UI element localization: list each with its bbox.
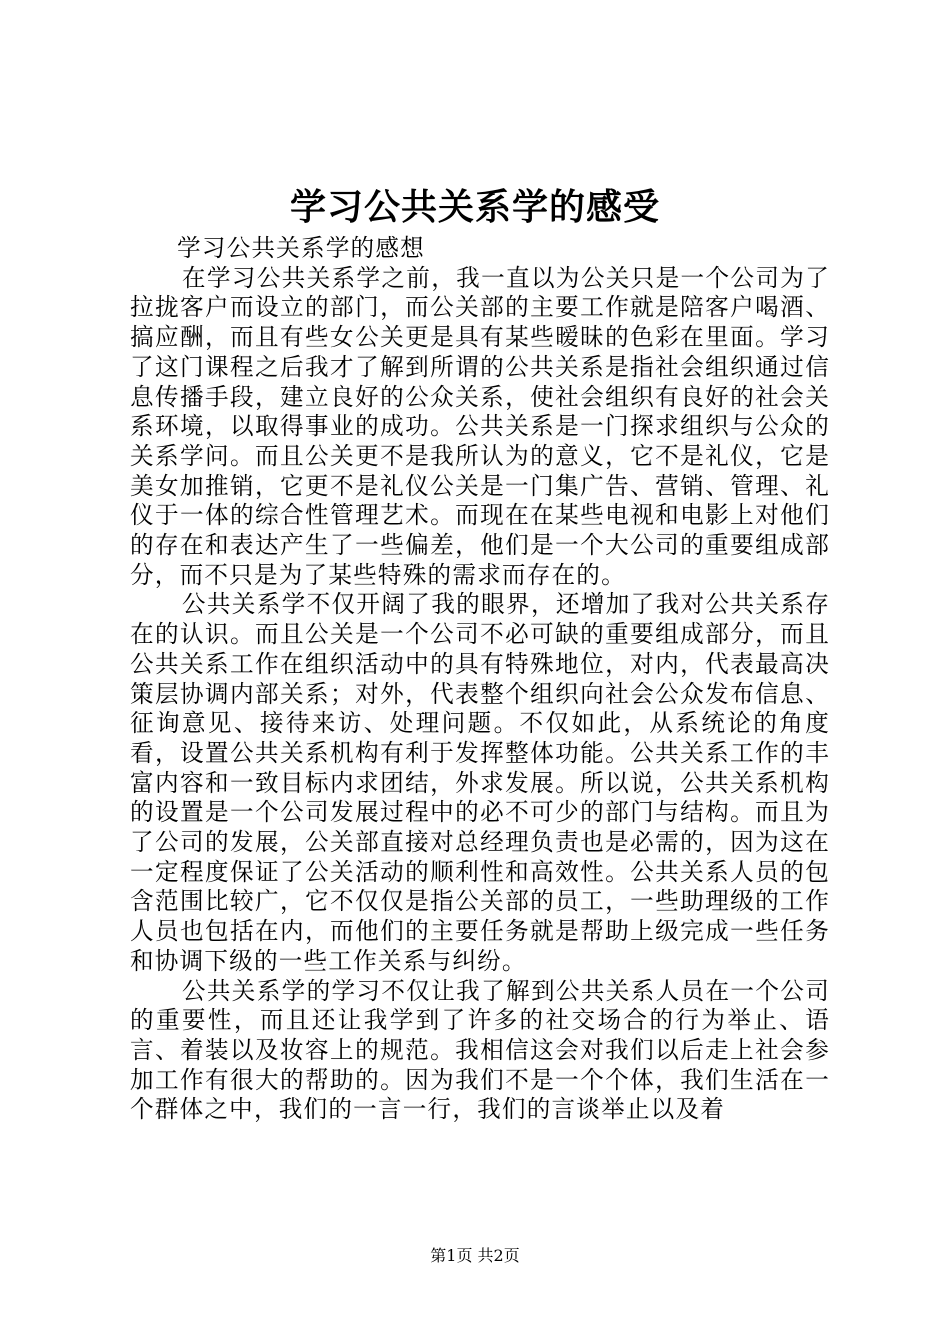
paragraph-2: 公共关系学不仅开阔了我的眼界，还增加了我对公共关系存在的认识。而且公关是一个公司不必可缺的重要组成部分，而且公共关系工作在组织活动中的具有特殊地位，对内，代表最高决策层协调内部关系；对外，代表整个组织向社会公众发布信息、征询意见、接待来访、处理问题。不仅如此，从系统论的角度看，设置公共关系机构有利于发挥整体功能。公共关系工作的丰富内容和一致目标内求团结，外求发展。所以说，公共关系机构的设置是一个公司发展过程中的必不可少的部门与结构。而且为了公司的发展，公关部直接对总经理负责也是必需的，因为这在一定程度保证了公关活动的顺利性和高效性。公共关系人员的包含范围比较广，它不仅仅是指公关部的员工，一些助理级的工作人员也包括在内，而他们的主要任务就是帮助上级完成一些任务和协调下级的一些工作关系与纠纷。	[130, 590, 830, 975]
document-subtitle: 学习公共关系学的感想	[177, 234, 425, 262]
document-body	[130, 234, 830, 1125]
page-footer: 第1页 共2页	[430, 1246, 520, 1265]
paragraph-3: 公共关系学的学习不仅让我了解到公共关系人员在一个公司的重要性，而且还让我学到了许多的社交场合的行为举止、语言、着装以及妆容上的规范。我相信这会对我们以后走上社会参加工作有很大的帮助的。因为我们不是一个个体，我们生活在一个群体之中，我们的一言一行，我们的言谈举止以及着	[130, 976, 830, 1124]
paragraph-1: 在学习公共关系学之前，我一直以为公关只是一个公司为了拉拢客户而设立的部门，而公关部的主要工作就是陪客户喝酒、搞应酬，而且有些女公关更是具有某些暧昧的色彩在里面。学习了这门课程之后我才了解到所谓的公共关系是指社会组织通过信息传播手段，建立良好的公众关系，使社会组织有良好的社会关系环境，以取得事业的成功。公共关系是一门探求组织与公众的关系学问。而且公关更不是我所认为的意义，它不是礼仪，它是美女加推销，它更不是礼仪公关是一门集广告、营销、管理、礼仪于一体的综合性管理艺术。而现在在某些电视和电影上对他们的存在和表达产生了一些偏差，他们是一个大公司的重要组成部分，而不只是为了某些特殊的需求而存在的。	[130, 263, 830, 589]
document-title: 学习公共关系学的感受	[289, 186, 660, 228]
